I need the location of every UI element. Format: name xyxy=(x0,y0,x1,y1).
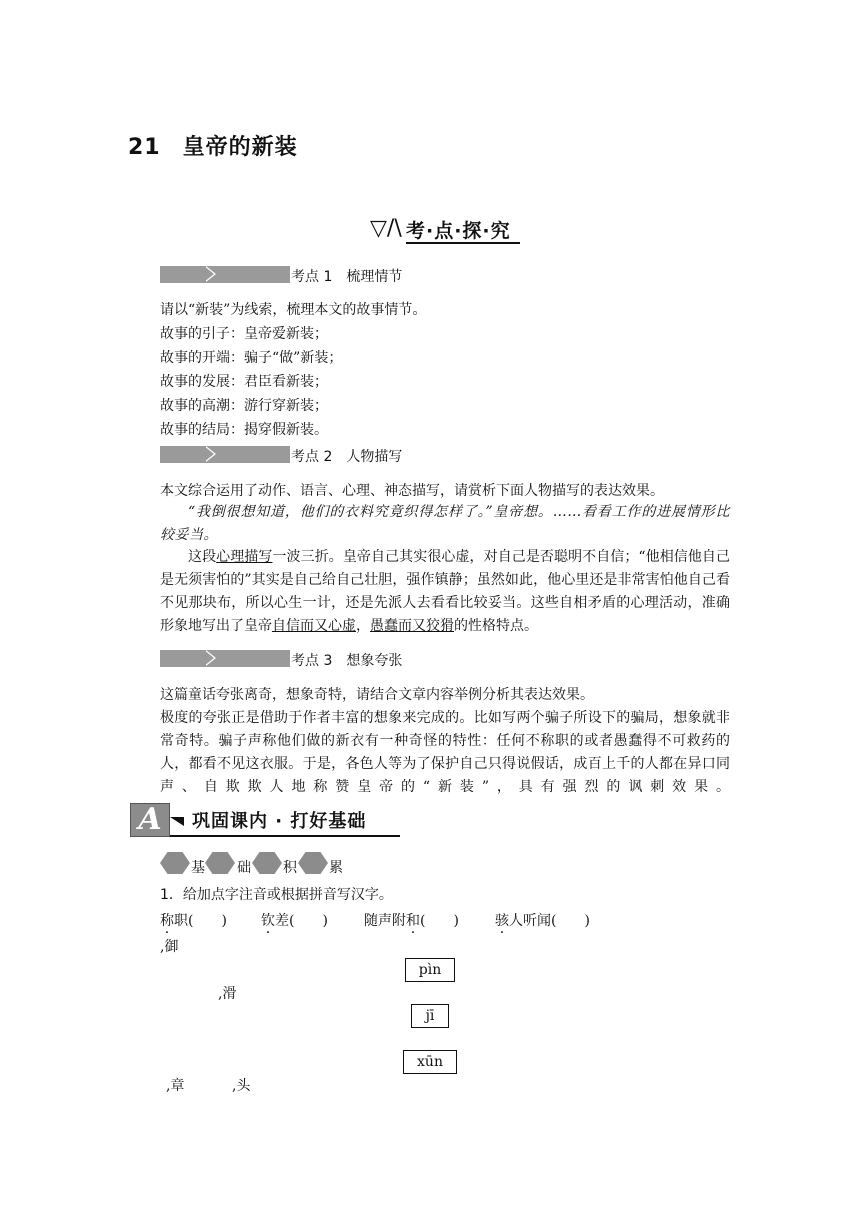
ans-underlined: 心理描写 xyxy=(216,549,273,565)
ans-text: 这段 xyxy=(188,549,217,565)
q1-fragment: ,头 xyxy=(232,1078,251,1094)
pinyin-box[interactable]: jī xyxy=(411,1004,449,1028)
q1-item xyxy=(160,910,227,930)
lesson-title: 皇帝的新装 xyxy=(182,135,298,160)
jichu-char: 积 xyxy=(283,860,297,876)
banner-underline xyxy=(406,242,520,244)
dotted-char: 钦 xyxy=(261,913,275,929)
hexagon-icon xyxy=(160,852,190,874)
section-a-header xyxy=(130,803,400,837)
section-banner-text: 考·点·探·究 xyxy=(406,220,511,242)
ans-text: 的性格特点。 xyxy=(454,618,538,634)
jichu-char: 础 xyxy=(237,860,251,876)
kd1-line: 故事的开端：骗子“做”新装； xyxy=(160,350,343,366)
pinyin-box[interactable]: xūn xyxy=(403,1050,457,1074)
page-title xyxy=(128,130,298,161)
kaodian-2-label: 考点 2 人物描写 xyxy=(291,449,403,465)
kaodian-bar-icon xyxy=(160,266,290,283)
kaodian-bar-icon xyxy=(160,446,290,463)
hexagon-icon xyxy=(298,852,328,874)
q1-item xyxy=(261,910,328,930)
pinyin-box[interactable]: pìn xyxy=(405,958,455,982)
q1-item xyxy=(495,910,590,930)
section-banner xyxy=(370,216,520,244)
jichu-char: 基 xyxy=(191,860,205,876)
ans-underlined: 愚蠢而又狡猾 xyxy=(370,618,454,634)
ans-underlined: 自信而又心虚 xyxy=(272,618,356,634)
item-post: 职( ) xyxy=(174,913,227,929)
jichu-char: 累 xyxy=(329,860,343,876)
dotted-char: 骇 xyxy=(495,913,509,929)
dotted-char: 和 xyxy=(406,913,420,929)
kaodian-bar-icon xyxy=(160,650,290,667)
kd1-line: 故事的引子：皇帝爱新装； xyxy=(160,326,328,342)
kd1-line: 故事的结局：揭穿假新装。 xyxy=(160,422,328,438)
kd3-answer: 极度的夸张正是借助于作者丰富的想象来完成的。比如写两个骗子所设下的骗局，想象就非常奇特。骗子声称他们做的新衣有一种奇怪的特性：任何不称职的或者愚蠢得不可救药的人，都看不见这衣服。于是，各色人等为了保护自己只得说假话，成百上千的人都在异口同声、自欺欺人地称赞皇帝的“新装”，具有强烈的讽刺效果。 xyxy=(160,710,730,795)
kd2-answer xyxy=(160,546,730,638)
kd1-intro: 请以“新装”为线索，梳理本文的故事情节。 xyxy=(160,302,427,318)
question-1: 1．给加点字注音或根据拼音写汉字。 xyxy=(160,887,393,903)
q1-fragment: ,御 xyxy=(160,939,179,955)
lesson-number: 21 xyxy=(128,135,161,160)
hexagon-icon xyxy=(205,852,235,874)
ans-text: 一波三折。皇帝自己其实很心虚，对自己是否聪明不自信；“他相信他自己是无须害怕的”其实是自己给自己壮胆，强作镇静；虽然如此，他心里还是非常害怕他自己看不见那块布，所以心生一计，还是先派人去看看比较妥当。这些自相矛盾的心理活动，准确形象地写出了皇帝 xyxy=(160,549,731,634)
item-post: 人听闻( ) xyxy=(509,913,590,929)
q1-fragment: ,章 xyxy=(166,1078,185,1094)
ans-text: ， xyxy=(356,618,370,634)
dotted-char: 称 xyxy=(160,913,174,929)
section-a-underline xyxy=(170,835,400,837)
q1-fragment: ,滑 xyxy=(218,986,237,1002)
triangle-icon xyxy=(170,817,184,826)
kd2-quote: “我倒很想知道，他们的衣料究竟织得怎样了。”皇帝想。……看看工作的进展情形比较妥当。 xyxy=(160,504,730,543)
triangle-icon: ▽/\ xyxy=(370,216,402,241)
item-post: 差( ) xyxy=(275,913,328,929)
item-pre: 随声附 xyxy=(364,913,406,929)
kaodian-3-label: 考点 3 想象夸张 xyxy=(291,653,403,669)
section-a-letter: A xyxy=(130,803,170,837)
kd1-line: 故事的发展：君臣看新装； xyxy=(160,374,328,390)
kd3-intro: 这篇童话夸张离奇，想象奇特，请结合文章内容举例分析其表达效果。 xyxy=(160,687,594,703)
item-post: ( ) xyxy=(420,913,459,929)
kd1-line: 故事的高潮：游行穿新装； xyxy=(160,398,328,414)
hexagon-icon xyxy=(252,852,282,874)
kd2-intro: 本文综合运用了动作、语言、心理、神态描写，请赏析下面人物描写的表达效果。 xyxy=(160,483,664,499)
section-a-title: 巩固课内 · 打好基础 xyxy=(192,811,367,832)
q1-item xyxy=(364,910,459,930)
kaodian-1-label: 考点 1 梳理情节 xyxy=(291,269,403,285)
